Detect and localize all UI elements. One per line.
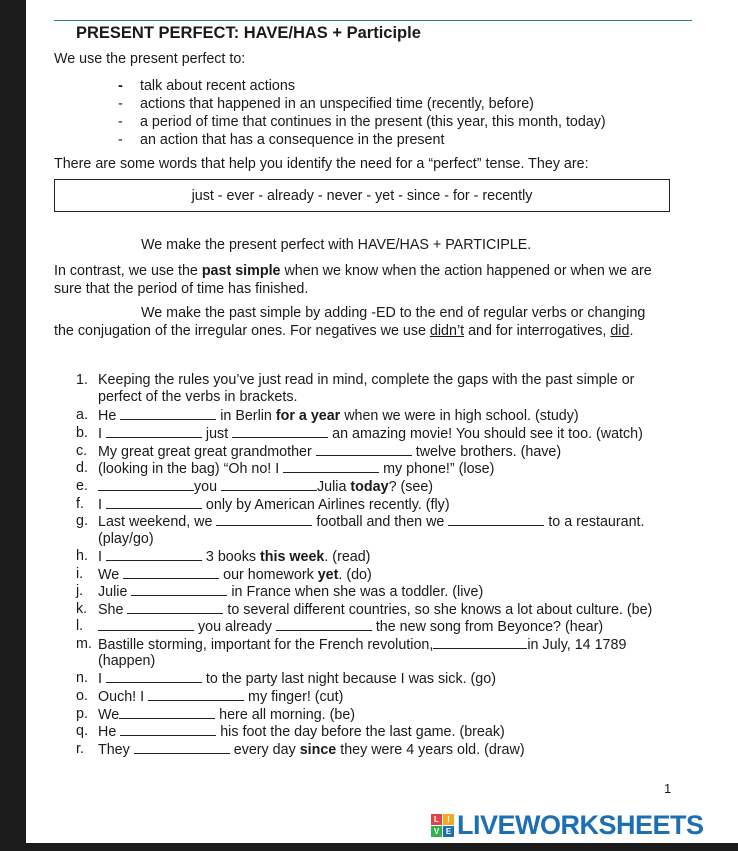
item-label: f. xyxy=(76,496,84,512)
item-text: Julie in France when she was a toddler. (live) xyxy=(98,584,484,600)
logo-text: LIVEWORKSHEETS xyxy=(457,810,704,840)
liveworksheets-logo xyxy=(431,812,704,839)
item-text: They every day since they were 4 years old. (draw) xyxy=(98,742,525,758)
answer-gap[interactable] xyxy=(120,407,216,420)
didnt-underlined: didn’t xyxy=(429,323,465,339)
intro-text: We use the present perfect to: xyxy=(54,51,246,67)
keywords-box xyxy=(54,179,670,212)
item-label: o. xyxy=(76,688,88,704)
answer-gap[interactable] xyxy=(276,618,372,631)
answer-gap[interactable] xyxy=(127,601,223,614)
item-text: I 3 books this week. (read) xyxy=(98,549,371,565)
item-text: I just an amazing movie! You should see it too. (watch) xyxy=(98,426,643,442)
bold-time-expression: for a year xyxy=(275,408,341,424)
item-text: Ouch! I my finger! (cut) xyxy=(98,689,344,705)
item-label: r. xyxy=(76,741,84,757)
item-label: p. xyxy=(76,706,88,722)
item-m-line-2: (happen) xyxy=(98,653,156,669)
logo-icon xyxy=(431,814,454,837)
item-label: m. xyxy=(76,636,92,652)
answer-gap[interactable] xyxy=(98,478,194,491)
item-label: i. xyxy=(76,566,84,582)
item-text: We our homework yet. (do) xyxy=(98,567,372,583)
bullet-marker: - xyxy=(118,114,123,130)
item-label: h. xyxy=(76,548,88,564)
bold-time-expression: today xyxy=(350,479,389,495)
bold-time-expression: since xyxy=(299,742,337,758)
item-text: you already the new song from Beyonce? (hear) xyxy=(98,618,603,636)
item-label: q. xyxy=(76,723,88,739)
past-formation-text: the conjugation of the irregular ones. For negatives we use xyxy=(54,323,430,339)
formation-text: We make the present perfect with HAVE/HAS + PARTICIPLE. xyxy=(141,237,532,253)
item-text: He his foot the day before the last game. (break) xyxy=(98,724,505,740)
keywords-text: just - ever - already - never - yet - since - for - recently xyxy=(191,187,533,204)
header-rule xyxy=(54,20,692,21)
answer-gap[interactable] xyxy=(232,425,328,438)
past-formation-line-2 xyxy=(54,323,633,340)
bold-time-expression: this week xyxy=(259,549,325,565)
answer-gap[interactable] xyxy=(433,636,527,649)
item-label: l. xyxy=(76,618,84,634)
answer-gap[interactable] xyxy=(216,513,312,526)
item-text: I only by American Airlines recently. (fly) xyxy=(98,497,450,513)
use-item-text: an action that has a consequence in the present xyxy=(140,132,445,148)
use-item-text: actions that happened in an unspecified time (recently, before) xyxy=(140,96,534,112)
logo-letter-i: I xyxy=(443,814,454,825)
past-formation-text: . xyxy=(629,323,634,339)
contrast-text: when we know when the action happened or when we are xyxy=(280,263,652,279)
page-title: PRESENT PERFECT: HAVE/HAS + Participle xyxy=(76,24,421,42)
answer-gap[interactable] xyxy=(123,566,219,579)
contrast-line-2: sure that the period of time has finished. xyxy=(54,281,309,297)
item-text: I to the party last night because I was sick. (go) xyxy=(98,671,496,687)
answer-gap[interactable] xyxy=(448,513,544,526)
item-text: He in Berlin for a year when we were in high school. (study) xyxy=(98,408,579,424)
answer-gap[interactable] xyxy=(106,548,202,561)
contrast-text: In contrast, we use the xyxy=(54,263,202,279)
use-item xyxy=(118,114,606,131)
item-text: We here all morning. (be) xyxy=(98,707,356,723)
logo-letter-l: L xyxy=(431,814,442,825)
logo-letter-e: E xyxy=(443,826,454,837)
answer-gap[interactable] xyxy=(119,706,215,719)
item-label: b. xyxy=(76,425,88,441)
use-item xyxy=(118,132,444,149)
item-label: e. xyxy=(76,478,88,494)
exercise-number: 1. xyxy=(76,372,88,388)
worksheet-page xyxy=(26,0,738,843)
answer-gap[interactable] xyxy=(148,688,244,701)
answer-gap[interactable] xyxy=(221,478,317,491)
answer-gap[interactable] xyxy=(120,723,216,736)
item-label: n. xyxy=(76,670,88,686)
use-item-text: a period of time that continues in the present (this year, this month, today) xyxy=(140,114,606,130)
bullet-marker: - xyxy=(118,96,123,112)
item-label: k. xyxy=(76,601,88,617)
answer-gap[interactable] xyxy=(106,496,202,509)
item-text: (looking in the bag) “Oh no! I my phone!” (lose) xyxy=(98,461,495,477)
item-label: g. xyxy=(76,513,88,529)
exercise-text: Keeping the rules you’ve just read in mind, complete the gaps with the past simple or xyxy=(98,372,635,388)
item-g-line-2: (play/go) xyxy=(98,531,154,547)
use-item xyxy=(118,78,295,95)
item-label: j. xyxy=(76,583,84,599)
bold-time-expression: yet xyxy=(317,567,339,583)
item-text: Last weekend, we football and then we to a restaurant. xyxy=(98,514,645,530)
item-label: c. xyxy=(76,443,88,459)
past-formation-line-1: We make the past simple by adding -ED to the end of regular verbs or changing xyxy=(141,305,646,321)
answer-gap[interactable] xyxy=(98,618,194,631)
words-intro: There are some words that help you identify the need for a “perfect” tense. They are: xyxy=(54,156,589,172)
item-text: My great great great grandmother twelve brothers. (have) xyxy=(98,444,562,460)
past-simple-bold: past simple xyxy=(201,263,281,279)
item-text: you Julia today? (see) xyxy=(98,478,433,496)
answer-gap[interactable] xyxy=(283,460,379,473)
exercise-text-line-2: perfect of the verbs in brackets. xyxy=(98,389,298,405)
answer-gap[interactable] xyxy=(134,741,230,754)
page-number: 1 xyxy=(664,781,672,796)
item-label: a. xyxy=(76,407,88,423)
bullet-marker: - xyxy=(118,132,123,148)
answer-gap[interactable] xyxy=(106,670,202,683)
answer-gap[interactable] xyxy=(106,425,202,438)
item-text: Bastille storming, important for the French revolution, in July, 14 1789 xyxy=(98,637,627,653)
item-text: She to several different countries, so she knows a lot about culture. (be) xyxy=(98,602,653,618)
use-item xyxy=(118,96,534,113)
past-formation-text: and for interrogatives, xyxy=(464,323,611,339)
logo-letter-v: V xyxy=(431,826,442,837)
use-item-text: talk about recent actions xyxy=(140,78,295,94)
item-label: d. xyxy=(76,460,88,476)
bullet-marker: - xyxy=(118,78,123,94)
did-underlined: did xyxy=(610,323,630,339)
answer-gap[interactable] xyxy=(131,583,227,596)
answer-gap[interactable] xyxy=(316,443,412,456)
contrast-line-1 xyxy=(54,263,652,280)
